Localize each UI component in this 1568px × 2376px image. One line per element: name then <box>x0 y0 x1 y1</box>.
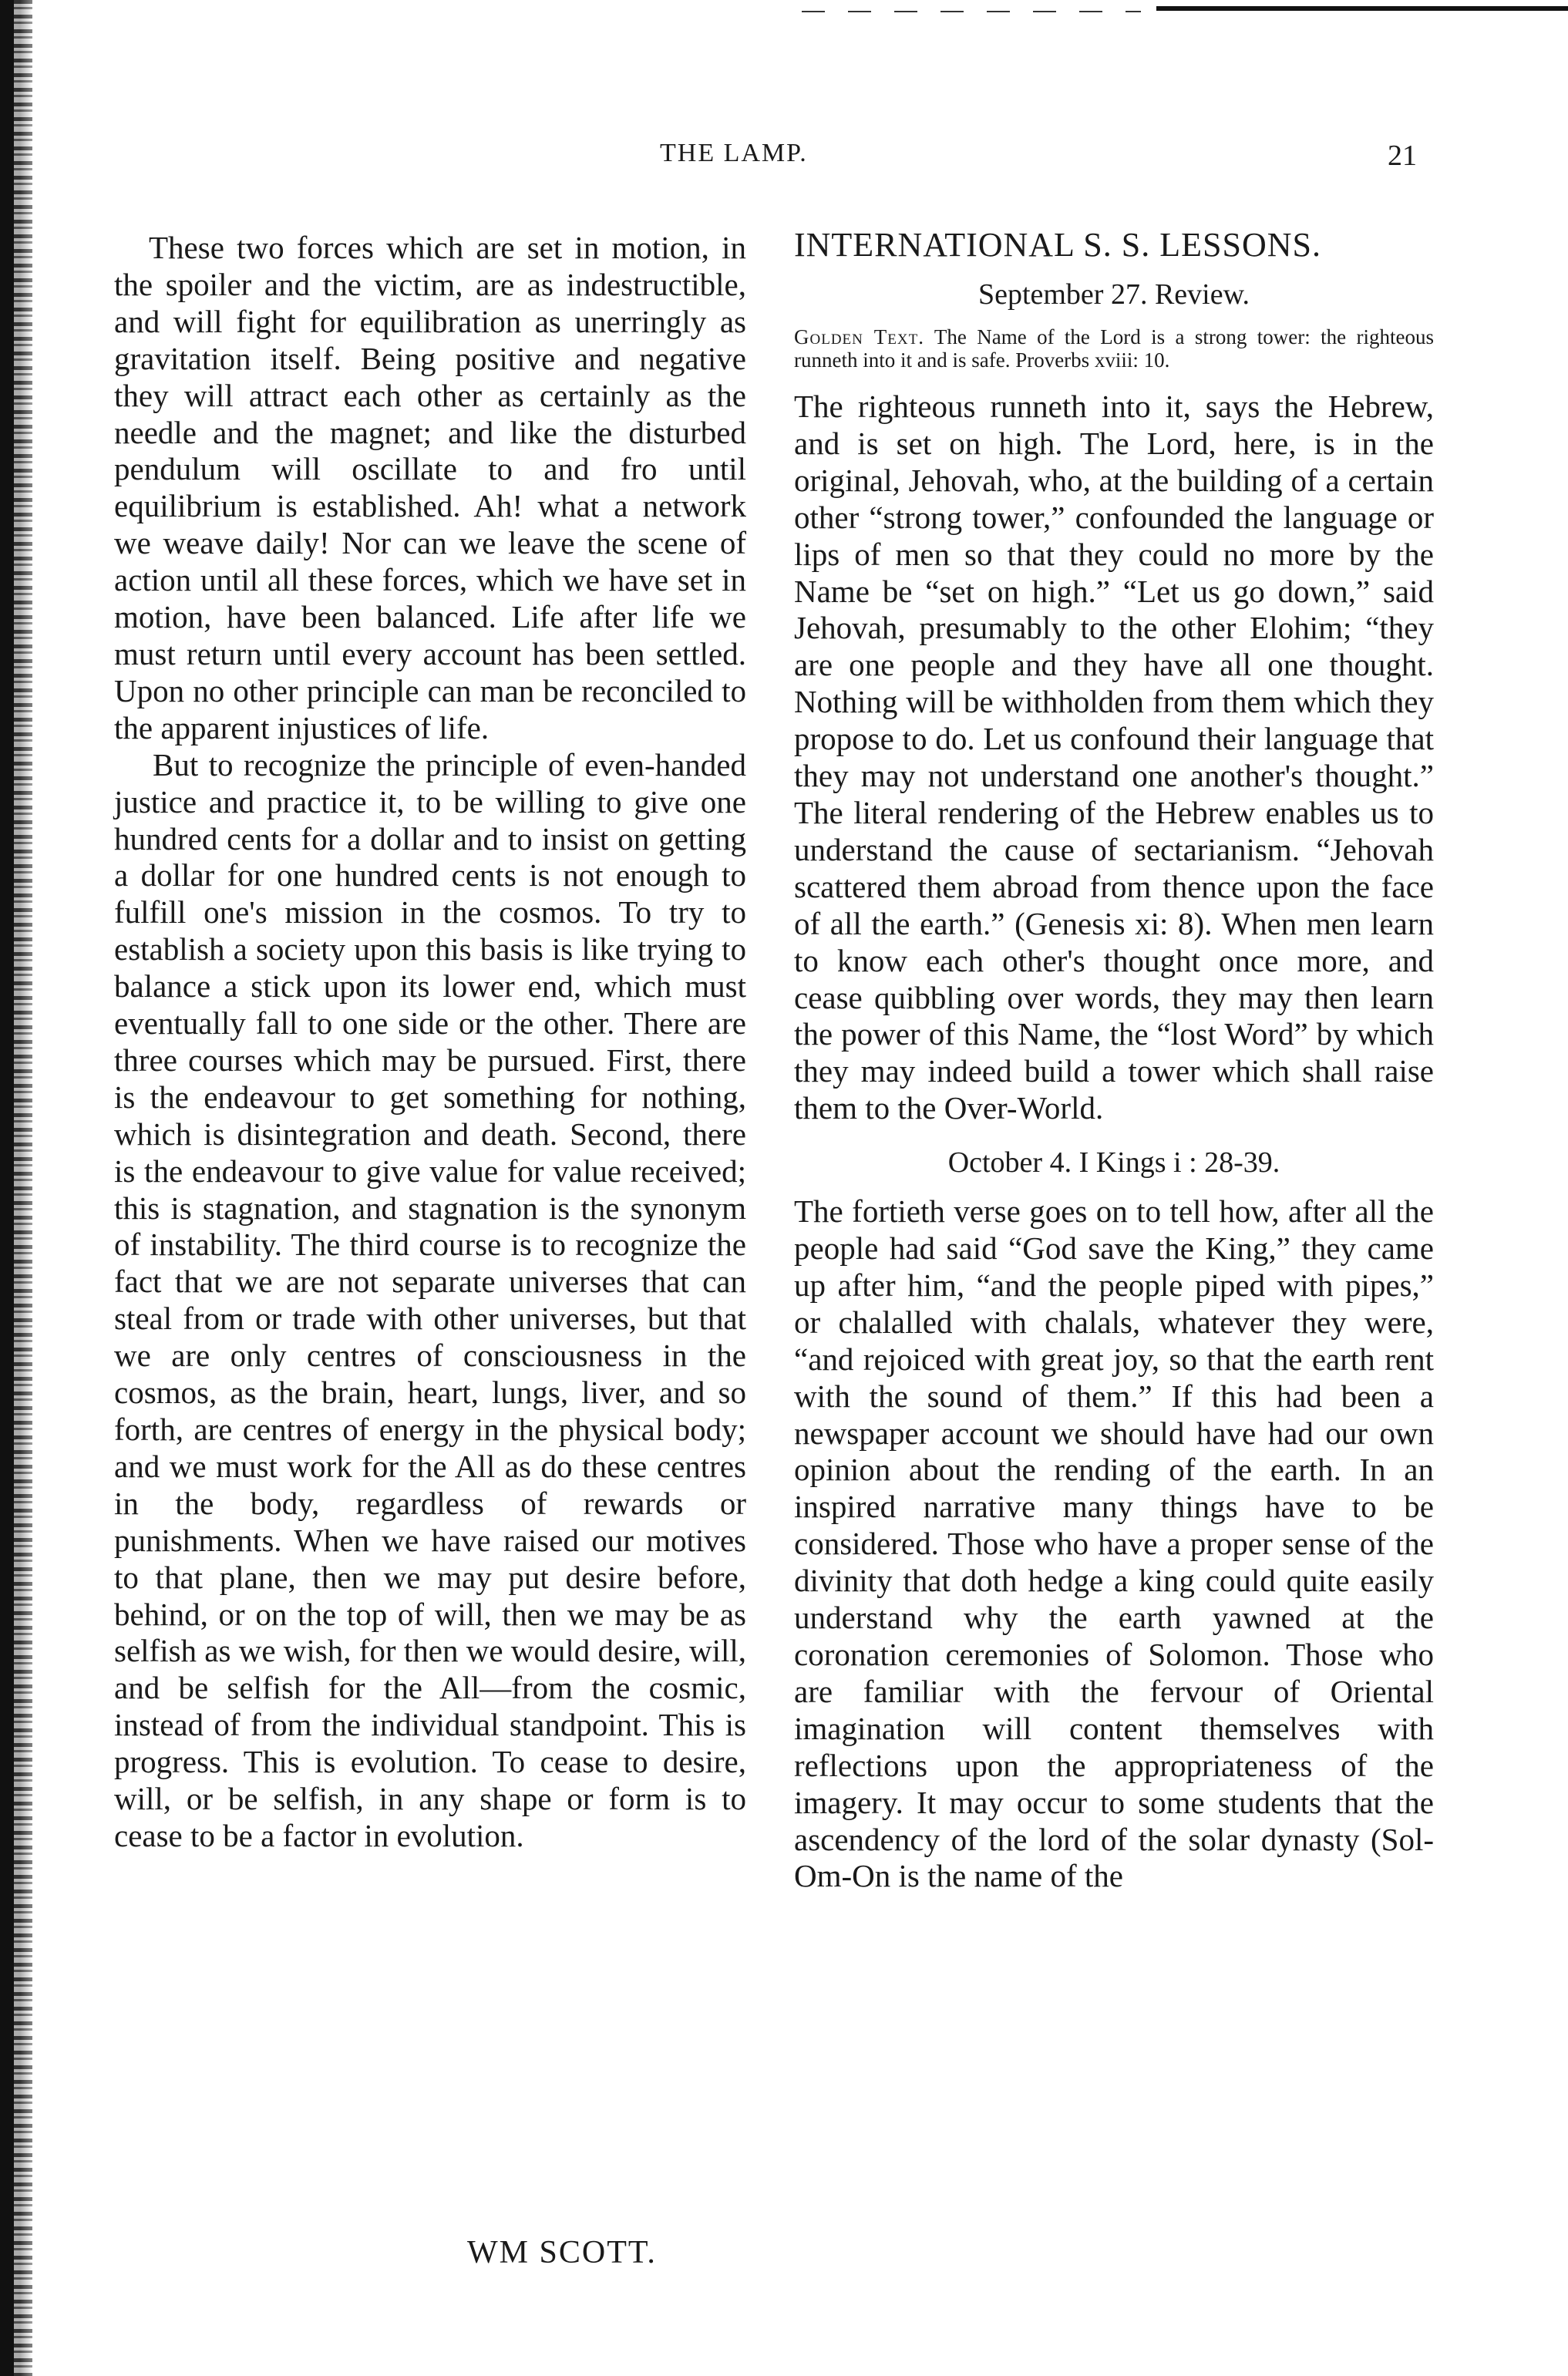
left-paragraph-2: But to recognize the principle of even-handed justice and practice it, to be willing to give one hundred cents for a dollar and to insist on getting a dollar for one hundred cents is not enough to fulfill one's mission in the cosmos. To try to establish a society upon this basis is like trying to balance a stick upon its lower end, which must eventually fall to one side or the other. There are three courses which may be pursued. First, there is the endeavour to get something for nothing, which is disintegration and death. Second, there is the endeavour to give value for value received; this is stagnation, and stagnation is the synonym of instability. The third course is to recognize the fact that we are not separate universes that can steal from or trade with other universes, but that we are only centres of consciousness in the cosmos, as the brain, heart, lungs, liver, and so forth, are centres of energy in the physical body; and we must work for the All as do these centres in the body, regardless of rewards or punishments. When we have raised our motives to that plane, then we may put desire before, behind, or on the top of will, then we may be as selfish as we wish, for then we would desire, will, and be selfish for the All—from the cosmic, instead of from the individual standpoint. This is progress. This is evolution. To cease to desire, will, or be selfish, in any shape or form is to cease to be a factor in evolution. <box>114 746 746 1853</box>
golden-text: The Name of the Lord is a strong tower: the righteous runneth into it and is safe. Proverbs xviii: 10. <box>794 325 1435 372</box>
top-rule <box>1156 6 1568 11</box>
left-column <box>114 230 746 1855</box>
author-signature: WM SCOTT. <box>467 2235 657 2270</box>
running-head: THE LAMP. <box>660 139 808 167</box>
golden-text-label: Golden Text. <box>794 325 924 348</box>
golden-text-block <box>794 325 1434 372</box>
section2-date: October 4. I Kings i : 28-39. <box>947 1146 1280 1180</box>
right-column <box>794 222 1434 1900</box>
page-number: 21 <box>1388 140 1417 172</box>
scanned-page-edge <box>0 0 32 2376</box>
lessons-title: INTERNATIONAL S. S. LESSONS. <box>794 226 1321 264</box>
left-paragraph-1: These two forces which are set in motion, in the spoiler and the victim, are as indestructible, and will fight for equilibration as unerringly as gravitation itself. Being positive and negative they will attract each other as certainly as the needle and the magnet; and like the disturbed pendulum will oscillate to and fro until equilibrium is established. Ah! what a network we weave daily! Nor can we leave the scene of action until all these forces, which we have set in motion, have been balanced. Life after life we must return until every account has been settled. Upon no other principle can man be reconciled to the apparent injustices of life. <box>114 230 746 745</box>
section1-date: September 27. Review. <box>977 278 1250 311</box>
top-rule-dashed <box>802 11 1141 12</box>
section2-body: The fortieth verse goes on to tell how, after all the people had said “God save the King,” they came up after him, “and the people piped with pipes,” or chalalled with chalals, whatever they were, “and rejoiced with great joy, so that the earth rent with the sound of them.” If this had been a newspaper account we should have had our own opinion about the rending of the earth. In an inspired narrative many things have to be considered. Those who have a proper sense of the divinity that doth hedge a king could quite easily understand why the earth yawned at the coronation ceremonies of Solomon. Those who are familiar with the fervour of Oriental imagination will content themselves with reflections upon the appropriateness of the imagery. It may occur to some students that the ascendency of the lord of the solar dynasty (Sol-Om-On is the name of the <box>794 1193 1434 1894</box>
section1-body: The righteous runneth into it, says the Hebrew, and is set on high. The Lord, here, is in the original, Jehovah, who, at the building of a certain other “strong tower,” confounded the language or lips of men so that they could no more by the Name be “set on high.” “Let us go down,” said Jehovah, presumably to the other Elohim; “they are one people and they have all one thought. Nothing will be withholden from them which they propose to do. Let us confound their language that they may not understand one another's thought.” The literal rendering of the Hebrew enables us to understand the cause of sectarianism. “Jehovah scattered them abroad from thence upon the face of all the earth.” (Genesis xi: 8). When men learn to know each other's thought once more, and cease quibbling over words, they may then learn the power of this Name, the “lost Word” by which they may indeed build a tower which shall raise them to the Over-World. <box>794 389 1434 1126</box>
